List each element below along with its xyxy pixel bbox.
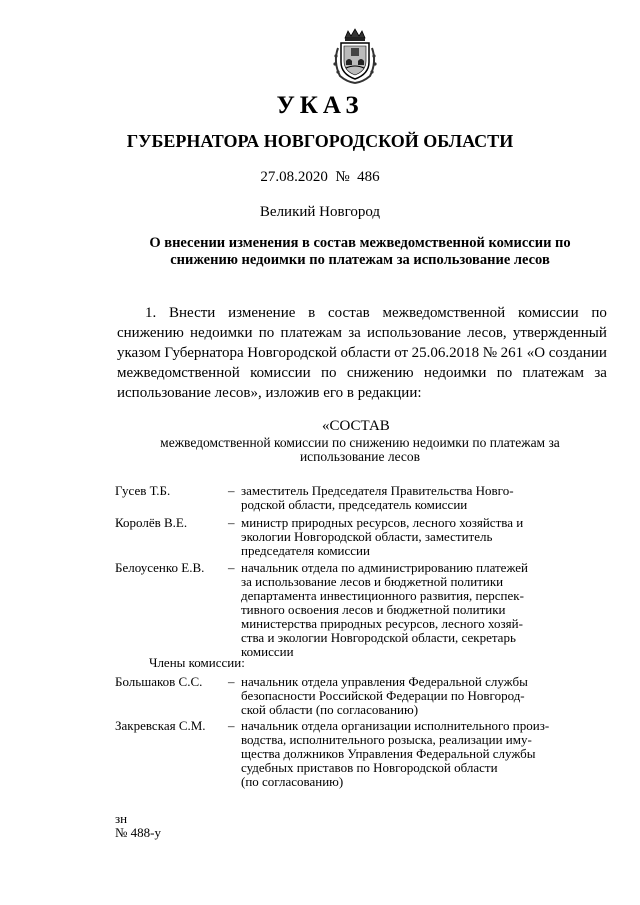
document-number: 486	[357, 169, 380, 185]
date-number-line	[0, 169, 640, 186]
dash: –	[228, 560, 235, 575]
footer-code	[115, 812, 161, 840]
member-role: начальник отдела управления Федеральной службы безопасности Российской Федерации по Новгород- ской области (по согласованию)	[241, 674, 528, 717]
members-label: Члены комиссии:	[149, 655, 245, 670]
city: Великий Новгород	[259, 204, 381, 220]
heading-line: снижению недоимки по платежам за использование лесов	[170, 252, 550, 268]
paragraph-line: 1. Внести изменение в состав межведомственной комиссии по	[145, 305, 607, 321]
dash: –	[228, 483, 235, 498]
paragraph-line: указом Губернатора Новгородской области от 25.06.2018 № 261 «О создании	[117, 345, 607, 361]
document-subtitle: ГУБЕРНАТОРА НОВГОРОДСКОЙ ОБЛАСТИ	[126, 131, 514, 151]
member-name: Большаков С.С.	[115, 674, 203, 689]
paragraph-line: межведомственной комиссии по снижению недоимки по платежам за	[117, 365, 607, 381]
footer-number: № 488-у	[115, 825, 161, 840]
member-name: Белоусенко Е.В.	[115, 560, 205, 575]
coat-of-arms-icon	[330, 28, 380, 84]
dash: –	[228, 515, 235, 530]
dash: –	[228, 674, 235, 689]
sostav-subtitle: межведомственной комиссии по снижению недоимки по платежам за использование лесов	[160, 435, 560, 464]
document-heading	[110, 235, 610, 269]
number-sign: №	[335, 169, 350, 185]
document-title: УКАЗ	[276, 92, 364, 119]
member-role: начальник отдела по администрированию платежей за использование лесов и бюджетной политики департамента инвестиционного развития, перспек- тивного освоения лесов и бюджетной политики министерства природных ресурсов, лесного хозяй- ства и экологии Новгородской области, секретарь комиссии	[241, 560, 528, 659]
heading-line: О внесении изменения в состав межведомственной комиссии по	[149, 235, 571, 251]
main-paragraph	[117, 303, 607, 403]
member-role: заместитель Председателя Правительства Новго- родской области, председатель комиссии	[241, 483, 514, 512]
paragraph-line: снижению недоимки по платежам за использование лесов, утвержденный	[117, 325, 607, 341]
document-date: 27.08.2020	[260, 169, 328, 185]
member-name: Королёв В.Е.	[115, 515, 188, 530]
member-role: министр природных ресурсов, лесного хозяйства и экологии Новгородской области, заместитель председателя комиссии	[241, 515, 524, 558]
member-name: Гусев Т.Б.	[115, 483, 171, 498]
member-name: Закревская С.М.	[115, 718, 206, 733]
footer-initials: зн	[115, 811, 128, 826]
dash: –	[228, 718, 235, 733]
paragraph-line: использование лесов», изложив его в редакции:	[117, 385, 422, 401]
member-role: начальник отдела организации исполнительного произ- водства, исполнительного розыска, реализации иму- щества должников Управления Федеральной службы судебных приставов по Новгородской области (по согласованию)	[241, 718, 550, 789]
